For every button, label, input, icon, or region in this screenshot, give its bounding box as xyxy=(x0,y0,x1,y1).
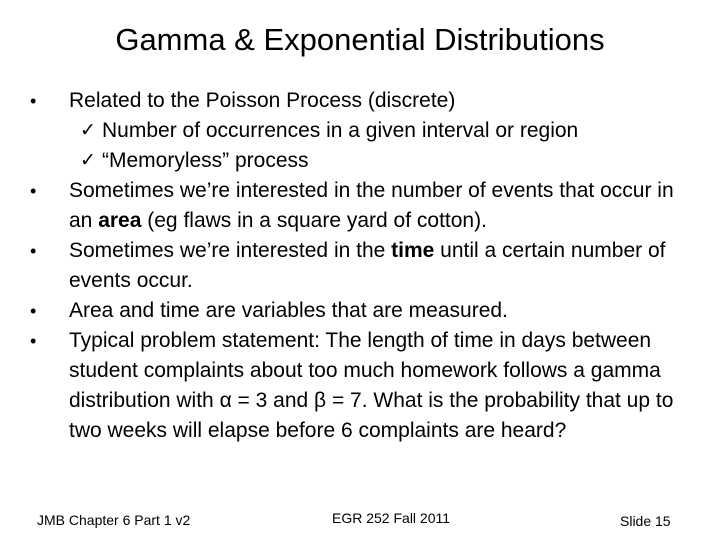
checkmark-icon: ✓ xyxy=(80,150,96,171)
slide-body xyxy=(22,86,702,446)
bullet-text-pre: Sometimes we’re interested in the number of events that occur in an xyxy=(69,179,674,232)
check-item-memoryless xyxy=(22,146,702,176)
check-item-occurrences xyxy=(22,116,702,146)
bullet-text: Typical problem statement: The length of time in days between student complaints about too much homework follows a gamma distribution with α = 3 and β = 7. What is the probability that up to two weeks will elapse before 6 complaints are heard? xyxy=(69,329,674,442)
check-text: Number of occurrences in a given interval or region xyxy=(102,119,579,142)
bullet-problem-statement xyxy=(22,326,702,446)
bullet-time xyxy=(22,236,702,296)
bullet-glyph: • xyxy=(30,301,37,321)
bullet-glyph: • xyxy=(30,181,37,201)
bullet-emphasis-time: time xyxy=(391,239,435,262)
bullet-text: Area and time are variables that are measured. xyxy=(69,299,508,322)
checkmark-icon: ✓ xyxy=(80,120,96,141)
check-text: “Memoryless” process xyxy=(102,149,309,172)
bullet-area xyxy=(22,176,702,236)
slide-title: Gamma & Exponential Distributions xyxy=(115,22,605,57)
bullet-glyph: • xyxy=(30,91,37,111)
bullet-poisson xyxy=(22,86,702,116)
bullet-text-post: (eg flaws in a square yard of cotton). xyxy=(141,209,487,232)
footer-left: JMB Chapter 6 Part 1 v2 xyxy=(37,512,191,528)
bullet-glyph: • xyxy=(30,331,37,351)
footer-center: EGR 252 Fall 2011 xyxy=(332,510,451,526)
bullet-text: Related to the Poisson Process (discrete) xyxy=(69,89,456,112)
bullet-text-post: until a certain number of events occur. xyxy=(69,239,666,292)
bullet-glyph: • xyxy=(30,241,37,261)
bullet-text-pre: Sometimes we’re interested in the xyxy=(69,239,392,262)
slide-number: Slide 15 xyxy=(620,513,671,529)
bullet-measured xyxy=(22,296,702,326)
bullet-emphasis-area: area xyxy=(98,209,142,232)
